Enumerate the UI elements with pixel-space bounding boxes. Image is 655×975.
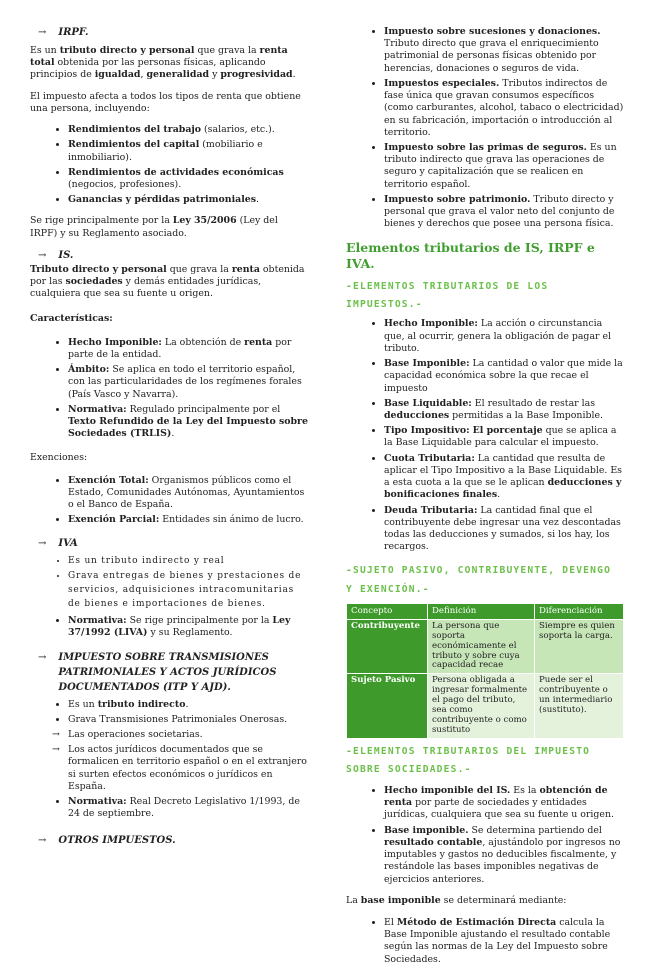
list-item: • Normativa: Real Decreto Legislativo 1/1993, de 24 de septiembre. [68, 796, 308, 820]
list-item: • Ámbito: Se aplica en todo el territorio español, con las particularidades de los regímenes forales (País Vasco y Navarra). [68, 364, 308, 401]
list-item: • Hecho imponible del IS. Es la obtención de renta por parte de sociedades y entidades jurídicas, cualquiera que sea su fuente u origen. [384, 785, 624, 822]
elements-subtitle: -ELEMENTOS TRIBUTARIOS DE LOS IMPUESTOS.- [346, 281, 549, 311]
irpf-types-list [30, 124, 308, 206]
list-item: • Deuda Tributaria: La cantidad final que el contribuyente debe ingresar una vez descontadas todas las deducciones y sumados, si los hay, los recargos. [384, 505, 624, 554]
is-intro: Tributo directo y personal que grava la renta obtenida por las sociedades y demás entidades jurídicas, cualquiera que sea su fuente u origen. [30, 263, 305, 300]
iva-heading: → IVA [38, 537, 78, 549]
irpf-intro: Es un tributo directo y personal que grava la renta total obtenida por las personas físicas, aplicando principios de igualdad, generalidad y progresividad. [30, 45, 296, 81]
list-item: • Grava Transmisiones Patrimoniales Onerosas. [68, 714, 308, 726]
arrow-icon: → [38, 537, 47, 549]
list-item: • Hecho Imponible: La acción o circunstancia que, al ocurrir, genera la obligación de pagar el tributo. [384, 318, 624, 355]
list-item: • Base Liquidable: El resultado de restar las deducciones permitidas a la Base Imponible. [384, 398, 624, 422]
subjects-table [346, 603, 624, 739]
table-header: Diferenciación [535, 603, 624, 619]
exenciones-list [30, 475, 308, 527]
itp-list [30, 699, 308, 821]
table-row [347, 674, 624, 738]
list-item: • Exención Parcial: Entidades sin ánimo de lucro. [68, 514, 308, 526]
itp-heading: → IMPUESTO SOBRE TRANSMISIONES PATRIMONIALES Y ACTOS JURÍDICOS DOCUMENTADOS (ITP Y AJD). [38, 651, 277, 693]
irpf-law: Se rige principalmente por la Ley 35/2006 (Ley del IRPF) y su Reglamento asociado. [30, 215, 278, 239]
left-column [30, 26, 308, 853]
list-item: • Cuota Tributaria: La cantidad que resulta de aplicar el Tipo Impositivo a la Base Liquidable. Es a esta cuota a la que se le aplican deducciones y bonificaciones finales. [384, 453, 624, 502]
arrow-icon: → [38, 651, 47, 663]
list-item: • Es un tributo indirecto. [68, 699, 308, 711]
list-item: • Impuesto sobre sucesiones y donaciones. Tributo directo que grava el enriquecimiento patrimonial de personas físicas obtenido por herencias, donaciones o seguros de vida. [384, 26, 624, 75]
list-item: • Normativa: Regulado principalmente por el Texto Refundido de la Ley del Impuesto sobre Sociedades (TRLIS). [68, 404, 308, 441]
is-characteristics-title: Características: [30, 312, 113, 324]
subjects-subtitle: -SUJETO PASIVO, CONTRIBUYENTE, DEVENGO Y EXENCIÓN.- [346, 565, 612, 595]
otros-heading: → OTROS IMPUESTOS. [38, 835, 176, 847]
table-cell: Sujeto Pasivo [347, 674, 428, 738]
table-header: Concepto [347, 603, 428, 619]
base-intro: La base imponible se determinará mediante: [346, 894, 567, 906]
table-cell: Siempre es quien soporta la carga. [535, 619, 624, 673]
table-header: Definición [428, 603, 535, 619]
list-item: • Es un tributo indirecto y real [68, 556, 308, 568]
list-item: • Rendimientos de actividades económicas (negocios, profesiones). [68, 167, 308, 191]
arrow-icon: → [38, 27, 47, 38]
arrow-icon: → [38, 249, 47, 261]
is-heading: → IS. [38, 249, 74, 261]
table-cell: Contribuyente [347, 619, 428, 673]
is-characteristics-list [30, 337, 308, 441]
right-column [346, 26, 624, 975]
otros-list [346, 26, 624, 231]
list-item: • Tipo Impositivo: El porcentaje que se aplica a la Base Liquidable para calcular el impuesto. [384, 425, 624, 449]
table-cell: Persona obligada a ingresar formalmente el pago del tributo, sea como contribuyente o como sustituto [428, 674, 535, 738]
list-item: → Los actos jurídicos documentados que se formalicen en territorio español o en el extranjero si surten efectos económicos o jurídicos en España. [68, 744, 308, 793]
list-item: • Normativa: Se rige principalmente por la Ley 37/1992 (LIVA) y su Reglamento. [68, 615, 308, 639]
table-cell: Puede ser el contribuyente o un intermediario (sustituto). [535, 674, 624, 738]
list-item: • Grava entregas de bienes y prestaciones de servicios, adquisiciones intracomunitarias de bienes e importaciones de bienes. [68, 570, 308, 612]
list-item: • Rendimientos del trabajo (salarios, etc.). [68, 124, 308, 136]
irpf-heading: → IRPF. [38, 27, 89, 38]
list-item: • Rendimientos del capital (mobiliario e inmobiliario). [68, 139, 308, 163]
table-header-row [347, 603, 624, 619]
method-list [346, 917, 624, 966]
list-item: • Impuesto sobre las primas de seguros. Es un tributo indirecto que grava las operaciones de seguro y capitalización que se realicen en territorio español. [384, 142, 624, 191]
list-item: • Base imponible. Se determina partiendo del resultado contable, ajustándolo por ingresos no imputables y gastos no deducibles fiscalmente, y restándole las bases imponibles negativas de ejercicios anteriores. [384, 825, 624, 886]
elements-list [346, 318, 624, 553]
irpf-types-intro: El impuesto afecta a todos los tipos de renta que obtiene una persona, incluyendo: [30, 90, 301, 114]
list-item: • Ganancias y pérdidas patrimoniales. [68, 194, 308, 206]
elements-title: Elementos tributarios de IS, IRPF e IVA. [346, 239, 595, 271]
list-item: • Exención Total: Organismos públicos como el Estado, Comunidades Autónomas, Ayuntamientos o el Banco de España. [68, 475, 308, 512]
list-item: • Impuesto sobre patrimonio. Tributo directo y personal que grava el valor neto del conjunto de bienes y derechos que posee una persona física. [384, 194, 624, 231]
list-item: • El Método de Estimación Directa calcula la Base Imponible ajustando el resultado contable según las normas de la Ley del Impuesto sobre Sociedades. [384, 917, 624, 966]
exenciones-title: Exenciones: [30, 452, 88, 464]
list-item: → Las operaciones societarias. [68, 729, 308, 741]
is-elements-list [346, 785, 624, 886]
table-cell: La persona que soporta económicamente el tributo y sobre cuya capacidad recae [428, 619, 535, 673]
table-row [347, 619, 624, 673]
iva-list [30, 556, 308, 640]
arrow-icon: → [38, 835, 47, 847]
is-elements-subtitle: -ELEMENTOS TRIBUTARIOS DEL IMPUESTO SOBRE SOCIEDADES.- [346, 745, 591, 775]
list-item: • Hecho Imponible: La obtención de renta por parte de la entidad. [68, 337, 308, 361]
list-item: • Base Imponible: La cantidad o valor que mide la capacidad económica sobre la que recae el impuesto [384, 358, 624, 395]
list-item: • Impuestos especiales. Tributos indirectos de fase única que gravan consumos específicos (como carburantes, alcohol, tabaco o electricidad) en su fabricación, importación o introducción al territorio. [384, 78, 624, 139]
